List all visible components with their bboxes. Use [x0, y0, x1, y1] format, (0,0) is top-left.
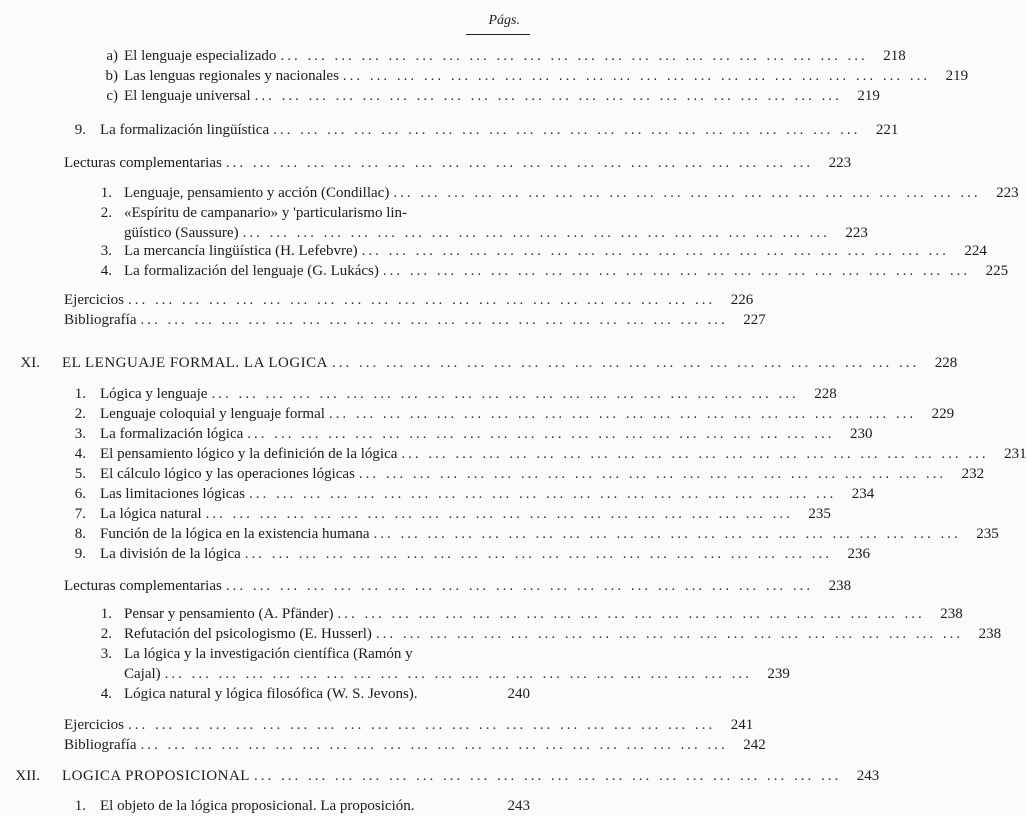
- leader-dots: [254, 766, 841, 786]
- toc-entry-title: Lenguaje coloquial y lenguaje formal: [100, 406, 325, 422]
- toc-entry: [0, 203, 530, 223]
- toc-entry-number: b): [105, 68, 118, 84]
- toc-entry: [124, 223, 868, 243]
- toc-entry-number: XI.: [20, 355, 40, 371]
- leader-dots: [226, 576, 813, 596]
- toc-entry-title: Lógica natural y lógica filosófica (W. S. Jevons).: [124, 686, 418, 702]
- toc-entry-title: Refutación del psicologismo (E. Husserl): [124, 626, 372, 642]
- toc-entry-number: 9.: [74, 122, 86, 138]
- toc-entry-number: 4.: [74, 446, 86, 462]
- toc-entry-page: 223: [845, 225, 868, 241]
- leader-dots: [273, 120, 860, 140]
- toc-entry: [64, 290, 754, 310]
- toc-entry-number: 1.: [74, 798, 86, 814]
- leader-dots: [374, 524, 961, 544]
- leader-dots: [383, 261, 970, 281]
- toc-entry-page: 229: [931, 406, 955, 422]
- toc-entry-page: 232: [961, 466, 985, 482]
- toc-entry-page: 223: [828, 155, 852, 171]
- leader-dots: [280, 46, 867, 66]
- toc-entry-number: 7.: [74, 506, 86, 522]
- toc-entry-title: La formalización lógica: [100, 426, 244, 442]
- leader-dots: [128, 290, 715, 310]
- toc-entry-title: Lecturas complementarias: [64, 578, 222, 594]
- toc-entry-page: 240: [507, 686, 530, 702]
- toc-entry-page: 236: [847, 546, 871, 562]
- toc-entry-title: Cajal): [124, 666, 161, 682]
- toc-entry: [64, 153, 852, 173]
- leader-dots: [249, 484, 836, 504]
- toc-entry-title: Bibliografía: [64, 312, 137, 328]
- toc-entry-number: XII.: [15, 768, 40, 784]
- toc-entry-page: 230: [850, 426, 873, 442]
- toc-entry-title: LOGICA PROPOSICIONAL: [62, 768, 250, 784]
- leader-dots: [140, 310, 727, 330]
- leader-dots: [243, 223, 830, 243]
- toc-entry: [0, 644, 530, 664]
- toc-entry-title: La lógica y la investigación científica (Ramón y: [124, 646, 413, 662]
- toc-entry-page: 219: [857, 88, 880, 104]
- toc-entry: [0, 464, 985, 484]
- toc-entry-title: Las lenguas regionales y nacionales: [124, 68, 339, 84]
- toc-entry: [0, 86, 880, 106]
- toc-entry: [0, 404, 955, 424]
- leader-dots: [343, 66, 930, 86]
- toc-entry-title: Lecturas complementarias: [64, 155, 222, 171]
- toc-entry-title: La mercancía lingüística (H. Lefebvre): [124, 243, 358, 259]
- toc-entry-number: 3.: [74, 426, 86, 442]
- toc-entry-title: El pensamiento lógico y la definición de la lógica: [100, 446, 398, 462]
- leader-dots: [393, 183, 980, 203]
- toc-entry: [0, 796, 530, 816]
- toc-entry: [0, 261, 1009, 281]
- toc-entry-number: 5.: [74, 466, 86, 482]
- toc-entry-page: 234: [851, 486, 875, 502]
- toc-entry-page: 243: [507, 798, 530, 814]
- toc-entry-number: 3.: [100, 243, 112, 259]
- toc-entry-title: Pensar y pensamiento (A. Pfänder): [124, 606, 334, 622]
- toc-entry-number: 4.: [100, 686, 112, 702]
- toc-entry-number: 2.: [100, 626, 112, 642]
- toc-entry-title: «Espíritu de campanario» y 'particularismo lin-: [124, 205, 408, 221]
- toc-chapter-entry: [0, 766, 880, 786]
- leader-dots: [165, 664, 752, 684]
- toc-entry-title: EL LENGUAJE FORMAL. LA LOGICA: [62, 355, 329, 371]
- toc-entry-page: 235: [976, 526, 999, 542]
- toc-entry-title: Ejercicios: [64, 292, 124, 308]
- toc-entry-title: Lógica y lenguaje: [100, 386, 208, 402]
- toc-entry-page: 223: [996, 185, 1019, 201]
- toc-entry: [0, 66, 969, 86]
- toc-entry-number: a): [106, 48, 118, 64]
- toc-entry-page: 226: [730, 292, 754, 308]
- toc-entry-title: güístico (Saussure): [124, 225, 239, 241]
- toc-entry-page: 241: [730, 717, 754, 733]
- toc-entry-title: El objeto de la lógica proposicional. La proposición.: [100, 798, 415, 814]
- toc-entry-page: 238: [978, 626, 1002, 642]
- toc-entry-page: 224: [964, 243, 987, 259]
- toc-entry-number: 9.: [74, 546, 86, 562]
- leader-dots: [332, 353, 919, 373]
- toc-entry: [0, 524, 999, 544]
- toc-entry-number: c): [106, 88, 118, 104]
- toc-entry: [64, 715, 754, 735]
- leader-dots: [376, 624, 963, 644]
- toc-entry-title: El lenguaje universal: [124, 88, 251, 104]
- toc-entry: [0, 484, 875, 504]
- toc-entry-page: 231: [1004, 446, 1027, 462]
- leader-dots: [338, 604, 925, 624]
- leader-dots: [401, 444, 988, 464]
- toc-entry-number: 1.: [100, 185, 112, 201]
- toc-chapter-entry: [0, 353, 958, 373]
- toc-entry-page: 221: [875, 122, 899, 138]
- toc-entry: [0, 444, 1027, 464]
- toc-entry: [0, 544, 871, 564]
- toc-entry-title: Lenguaje, pensamiento y acción (Condillac): [124, 185, 390, 201]
- toc-entry-title: Función de la lógica en la existencia humana: [100, 526, 370, 542]
- toc-entry-number: 6.: [74, 486, 86, 502]
- toc-entry-number: 4.: [100, 263, 112, 279]
- toc-entry: [0, 46, 906, 66]
- toc-entry-page: 239: [767, 666, 790, 682]
- toc-entry-page: 235: [808, 506, 831, 522]
- leader-dots: [226, 153, 813, 173]
- toc-entry: [0, 684, 530, 704]
- toc-entry-page: 218: [883, 48, 906, 64]
- leader-dots: [359, 464, 946, 484]
- toc-entry-title: La formalización del lenguaje (G. Lukács): [124, 263, 379, 279]
- toc-entry-number: 3.: [100, 646, 112, 662]
- leader-dots: [329, 404, 916, 424]
- toc-entry: [64, 310, 766, 330]
- toc-entry: [64, 576, 852, 596]
- toc-entry-number: 2.: [100, 205, 112, 221]
- toc-entry-title: La formalización lingüística: [100, 122, 270, 138]
- toc-entry-title: La lógica natural: [100, 506, 202, 522]
- toc-entry-page: 219: [945, 68, 969, 84]
- leader-dots: [255, 86, 842, 106]
- toc-entry-title: La división de la lógica: [100, 546, 241, 562]
- toc-entry-number: 1.: [74, 386, 86, 402]
- leader-dots: [362, 241, 949, 261]
- toc-entry-page: 228: [934, 355, 958, 371]
- toc-entry-page: 238: [828, 578, 852, 594]
- toc-entry: [64, 735, 766, 755]
- toc-entry-title: Bibliografía: [64, 737, 137, 753]
- toc-entry-page: 238: [940, 606, 963, 622]
- leader-dots: [206, 504, 793, 524]
- toc-entry-title: Ejercicios: [64, 717, 124, 733]
- toc-entry: [0, 504, 831, 524]
- toc-entry-page: 228: [814, 386, 837, 402]
- leader-dots: [140, 735, 727, 755]
- pages-column-header: Págs.: [488, 13, 520, 28]
- leader-dots: [247, 424, 834, 444]
- toc-entry: [0, 241, 987, 261]
- toc-entry-title: El cálculo lógico y las operaciones lógicas: [100, 466, 355, 482]
- header-rule: [466, 34, 530, 35]
- toc-entry: [0, 183, 1019, 203]
- toc-entry: [0, 624, 1002, 644]
- toc-entry: [0, 604, 963, 624]
- toc-entry-number: 2.: [74, 406, 86, 422]
- toc-entry: [0, 120, 899, 140]
- toc-entry-number: 8.: [74, 526, 86, 542]
- leader-dots: [245, 544, 832, 564]
- toc-entry: [0, 384, 837, 404]
- toc-entry-page: 227: [743, 312, 766, 328]
- toc-entry-number: 1.: [100, 606, 112, 622]
- leader-dots: [128, 715, 715, 735]
- toc-entry-page: 242: [743, 737, 766, 753]
- toc-entry-title: El lenguaje especializado: [124, 48, 277, 64]
- toc-entry: [124, 664, 790, 684]
- toc-entry-page: 243: [856, 768, 880, 784]
- toc-entry-title: Las limitaciones lógicas: [100, 486, 245, 502]
- toc-entry-page: 225: [985, 263, 1009, 279]
- toc-entry: [0, 424, 873, 444]
- leader-dots: [211, 384, 798, 404]
